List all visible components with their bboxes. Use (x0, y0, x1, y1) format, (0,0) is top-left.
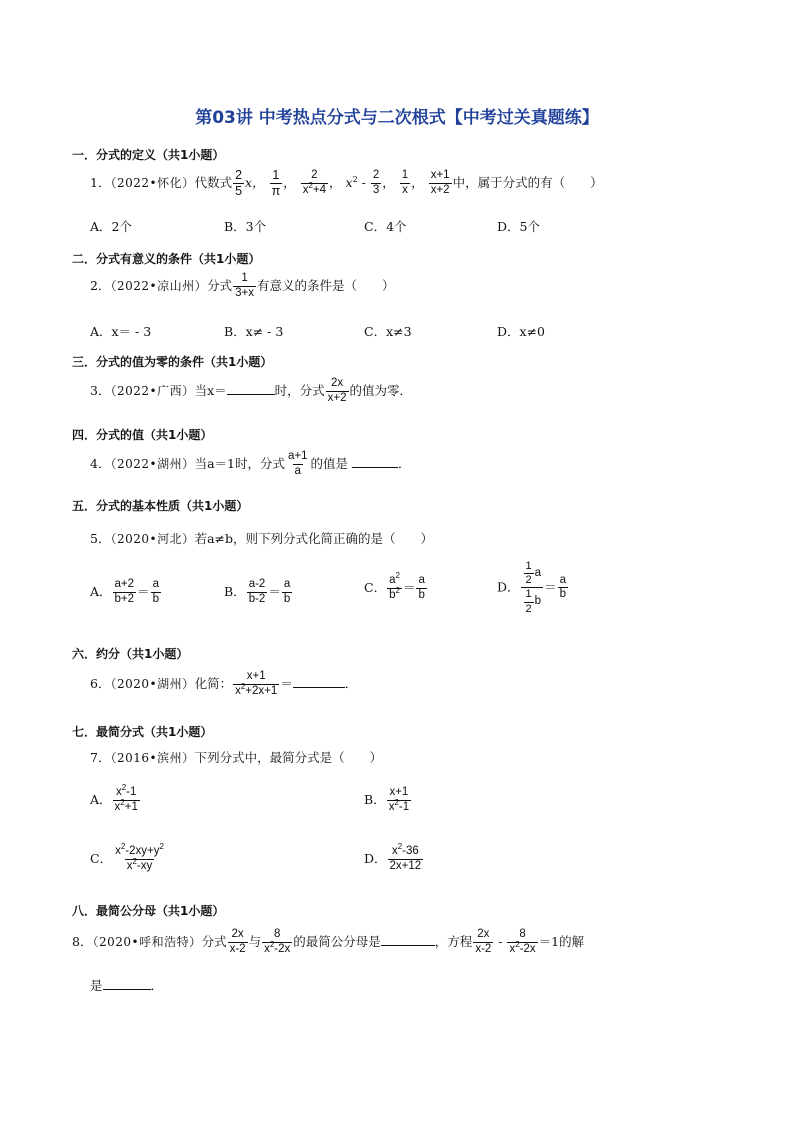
option-d: D．5个 (497, 219, 540, 234)
answer-blank[interactable] (381, 945, 435, 946)
fraction: $\frac{2x}{x-2}$ (475, 928, 492, 955)
option-c: C． $\frac{a^2}{b^2}$ ＝ $\frac{a}{b}$ (364, 571, 425, 601)
question-text: 下列分式中，最简分式是（ ） (194, 750, 383, 765)
fraction: $\frac{a^2}{b^2}$ (389, 571, 400, 601)
question-source: （2022•凉山州） (110, 278, 208, 293)
option-b: B．3个 (224, 219, 267, 234)
fraction: $\frac{8}{x^2-2x}$ (509, 928, 536, 955)
question-source: （2016•滨州） (110, 751, 195, 765)
answer-blank[interactable] (227, 394, 275, 395)
option-c: C． $\frac{x^2-2xy+y^2}{x^2-xy}$ (90, 842, 164, 872)
option-d: D．x≠0 (497, 324, 545, 339)
fraction: $\frac{a-2}{b-2}$ (248, 578, 266, 605)
question-2: 2．（2022•凉山州）分式 $\frac{1}{3+x}$ 有意义的条件是（ ） (90, 272, 395, 299)
question-number: 2． (90, 277, 111, 293)
section-heading-6: 六．约分（共1小题） (72, 647, 189, 661)
question-number: 6． (90, 675, 111, 691)
page-title: 第03讲 中考热点分式与二次根式【中考过关真题练】 (195, 108, 599, 128)
question-text: 中，属于分式的有（ ） (452, 175, 603, 190)
fraction: $\frac{1}{\pi}$ (271, 168, 281, 198)
fraction: $\frac{x^2-36}{2x+12}$ (389, 842, 422, 872)
answer-blank[interactable] (103, 989, 151, 990)
question-5 (90, 529, 433, 547)
option-d: D． $\frac{x^2-36}{2x+12}$ (364, 842, 422, 872)
fraction: $\frac{a}{b}$ (559, 573, 566, 601)
option-a: A．2个 (90, 219, 132, 234)
fraction: $\frac{a+2}{b+2}$ (114, 578, 135, 605)
question-number: 4． (90, 455, 111, 471)
option-d: D． $\frac{1}{2}$ a $\frac{1}{2}$ b ＝ $\frac{a}{b}$ (497, 560, 566, 615)
question-source: （2022•广西） (110, 383, 195, 398)
section-heading-7: 七．最简分式（共1小题） (72, 725, 213, 739)
fraction: $\frac{a}{b}$ (283, 578, 291, 605)
answer-blank[interactable] (352, 467, 398, 468)
question-text: 有意义的条件是（ ） (256, 277, 395, 293)
answer-blank[interactable] (293, 687, 345, 688)
fraction: $\frac{x^2-2xy+y^2}{x^2-xy}$ (115, 842, 164, 872)
option-a: A． $\frac{a+2}{b+2}$ ＝ $\frac{a}{b}$ (90, 578, 159, 605)
section-heading-1: 一．分式的定义（共1小题） (72, 148, 225, 162)
question-8: 8．（2020•呼和浩特）分式 $\frac{2x}{x-2}$ 与 $\frac{8}{x^2-2x}$ 的最简公分母是 ，方程 $\frac{2x}{x-2}$ - $\frac{8}{x^2-2x}$ ＝1的解 (72, 928, 585, 955)
question-8-line-2: 是 ． (90, 978, 164, 993)
question-source: （2022•怀化） (110, 176, 195, 190)
fraction: $\frac{2x}{x+2}$ (327, 377, 347, 404)
fraction: $\frac{2}{3}$ (372, 169, 380, 196)
fraction: $\frac{x+1}{x^2+2x+1}$ (235, 670, 278, 697)
question-text: 代数式 (194, 175, 233, 190)
section-heading-3: 三．分式的值为零的条件（共1小题） (72, 355, 273, 369)
question-number: 1． (90, 175, 111, 190)
question-number: 3． (90, 382, 111, 398)
fraction: $\frac{2}{x^2+4}$ (302, 169, 327, 196)
option-c: C．x≠3 (364, 324, 412, 339)
question-4: 4．（2022•湖州）当a＝1时，分式 $\frac{a+1}{a}$ 的值是 ． (90, 450, 411, 477)
question-source: （2020•河北） (110, 532, 195, 546)
fraction: $\frac{1}{3+x}$ (235, 272, 254, 299)
fraction: $\frac{x^2-1}{x^2+1}$ (114, 783, 138, 813)
question-6: 6．（2020•湖州）化简： $\frac{x+1}{x^2+2x+1}$ ＝ ． (90, 670, 358, 697)
question-3: 3．（2022•广西）当x＝ 时，分式 $\frac{2x}{x+2}$ 的值为零． (90, 377, 413, 404)
fraction: $\frac{x+1}{x^2-1}$ (388, 786, 410, 813)
fraction: $\frac{x+1}{x+2}$ (430, 169, 450, 196)
option-a: A．x＝ - 3 (90, 324, 152, 339)
question-text: 的值为零． (349, 382, 413, 398)
fraction: $\frac{a}{b}$ (418, 574, 425, 601)
fraction: $\frac{a+1}{a}$ (287, 450, 308, 477)
section-heading-2: 二．分式有意义的条件（共1小题） (72, 252, 261, 266)
question-source: （2020•呼和浩特） (92, 934, 202, 949)
option-b: B． $\frac{x+1}{x^2-1}$ (364, 786, 410, 813)
complex-fraction: $\frac{1}{2}$ a $\frac{1}{2}$ b (521, 560, 544, 616)
fraction: $\frac{8}{x^2-2x}$ (264, 928, 291, 955)
option-b: B．x≠ - 3 (224, 324, 284, 339)
fraction: $\frac{2}{5}$ (235, 168, 243, 198)
section-heading-4: 四．分式的值（共1小题） (72, 428, 213, 442)
option-b: B． $\frac{a-2}{b-2}$ ＝ $\frac{a}{b}$ (224, 578, 291, 605)
question-source: （2020•湖州） (110, 676, 195, 691)
question-number: 5． (90, 531, 111, 546)
question-number: 8． (72, 933, 93, 949)
question-text: x， (245, 175, 265, 190)
question-text: 若a≠b，则下列分式化简正确的是（ ） (194, 531, 434, 546)
section-heading-5: 五．分式的基本性质（共1小题） (72, 499, 249, 513)
question-number: 7． (90, 750, 111, 765)
fraction: $\frac{1}{x}$ (401, 169, 409, 196)
question-7 (90, 748, 382, 766)
fraction: $\frac{a}{b}$ (152, 578, 159, 605)
fraction: $\frac{2x}{x-2}$ (229, 928, 246, 955)
option-a: A． $\frac{x^2-1}{x^2+1}$ (90, 783, 138, 813)
option-c: C．4个 (364, 219, 407, 234)
question-1: 1．（2022•怀化）代数式 $\frac{2}{5}$ x， $\frac{1}{\pi}$ ， $\frac{2}{x^2+4}$ ， $x^2$ - $\frac{2}{3}$ ， $\frac{1}{x}$ ， $\frac{x+1}{x+2}$ 中，属于分式的有（ ） (90, 168, 603, 198)
question-source: （2022•湖州） (110, 456, 195, 471)
section-heading-8: 八．最简公分母（共1小题） (72, 904, 225, 918)
